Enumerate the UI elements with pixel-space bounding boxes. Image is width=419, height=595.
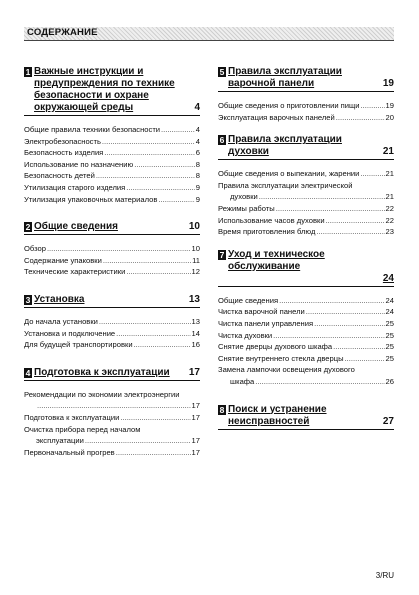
section-number-badge: 3 [25, 294, 31, 305]
toc-entry-page: 16 [191, 340, 200, 350]
dot-leader [276, 203, 385, 215]
dot-leader [279, 295, 384, 307]
toc-entry-link[interactable] [218, 341, 394, 353]
dot-leader [104, 147, 194, 159]
toc-entry-text: Содержание упаковки [24, 255, 102, 265]
toc-entry-link[interactable] [24, 194, 200, 206]
section-page-number: 13 [188, 293, 200, 305]
toc-entry-text: Использование по назначению [24, 159, 134, 169]
toc-entry-text: Электробезопасность [24, 136, 101, 146]
toc-entry-link[interactable] [24, 328, 200, 340]
toc-entry-link[interactable] [218, 226, 394, 238]
section-heading-text: Поиск и устранение неисправностей [228, 403, 327, 427]
toc-right-column [218, 66, 394, 430]
toc-entry-list [24, 389, 200, 459]
section-heading-link[interactable] [218, 404, 394, 428]
toc-entry-continuation [218, 191, 394, 203]
toc-entry-list [218, 295, 394, 388]
section-underline [24, 115, 200, 116]
toc-entry-link[interactable] [218, 180, 394, 203]
toc-entry-page: 8 [195, 159, 200, 169]
dot-leader [345, 353, 385, 365]
toc-entry-page: 10 [191, 244, 200, 254]
section-underline [218, 429, 394, 430]
dot-leader [259, 191, 385, 203]
toc-entry-text: Обзор [24, 244, 46, 254]
section-page-number: 17 [188, 366, 200, 378]
toc-section [24, 221, 200, 278]
toc-entry-page: 6 [195, 148, 200, 158]
toc-entry-page: 17 [191, 436, 200, 446]
section-number-badge: 5 [219, 67, 225, 77]
dot-leader [134, 339, 191, 351]
toc-entry-text: Эксплуатация варочных панелей [218, 112, 335, 122]
dot-leader [326, 215, 385, 227]
section-heading-link[interactable] [24, 221, 200, 233]
toc-entry-link[interactable] [24, 389, 200, 412]
dot-leader [158, 194, 194, 206]
dot-leader [361, 100, 385, 112]
toc-section [218, 66, 394, 123]
toc-entry-link[interactable] [218, 100, 394, 112]
section-number-badge: 1 [25, 67, 31, 77]
toc-entry-list [24, 243, 200, 278]
dot-leader [103, 255, 191, 267]
toc-entry-link[interactable] [24, 147, 200, 159]
toc-left-column [24, 66, 200, 458]
section-page-number: 4 [194, 102, 200, 113]
section-number-badge: 2 [25, 222, 31, 233]
contents-title: СОДЕРЖАНИЕ [27, 27, 98, 38]
toc-entry-page: 14 [191, 328, 200, 338]
toc-entry-link[interactable] [24, 170, 200, 182]
toc-entry-text: Безопасность детей [24, 171, 95, 181]
toc-entry-text: Чистка духовки [218, 330, 273, 340]
toc-entry-page: 13 [191, 316, 200, 326]
toc-entry-page: 21 [385, 169, 394, 179]
toc-entry-page: 24 [385, 307, 394, 317]
dot-leader [360, 168, 384, 180]
toc-section [24, 294, 200, 351]
toc-entry-link[interactable] [24, 266, 200, 278]
toc-entry-link[interactable] [218, 318, 394, 330]
toc-entry-text: Режимы работы [218, 203, 275, 213]
toc-entry-link[interactable] [24, 447, 200, 459]
toc-entry-link[interactable] [24, 124, 200, 136]
toc-entry-link[interactable] [218, 112, 394, 124]
section-page-number: 21 [382, 146, 394, 158]
section-page-number: 19 [382, 78, 394, 89]
toc-entry-list [218, 168, 394, 238]
section-heading-text: Общие сведения [34, 221, 118, 233]
section-number-badge: 4 [25, 367, 31, 378]
toc-entry-text: эксплуатации [36, 436, 84, 446]
dot-leader [134, 159, 195, 171]
toc-entry-link[interactable] [218, 364, 394, 387]
toc-entry-link[interactable] [218, 353, 394, 365]
toc-entry-link[interactable] [24, 136, 200, 148]
toc-entry-text: Снятие дверцы духового шкафа [218, 342, 333, 352]
dot-leader [333, 341, 384, 353]
section-heading-link[interactable] [24, 294, 200, 306]
toc-entry-list [24, 124, 200, 205]
toc-entry-text: Общие сведения о выпекании, жарении [218, 169, 360, 179]
section-underline [24, 234, 200, 235]
toc-entry-page: 25 [385, 342, 394, 352]
toc-entry-link[interactable] [218, 168, 394, 180]
toc-entry-link[interactable] [24, 255, 200, 267]
toc-entry-text: Общие сведения о приготовлении пищи [218, 101, 360, 110]
section-heading-text: Правила эксплуатации варочной панели [228, 66, 342, 89]
toc-section [24, 66, 200, 205]
toc-entry-page: 25 [385, 318, 394, 328]
toc-entry-page: 4 [195, 136, 200, 146]
dot-leader [126, 266, 190, 278]
dot-leader [255, 376, 384, 388]
section-underline [24, 307, 200, 308]
dot-leader [102, 136, 195, 148]
toc-entry-text: Установка и подключение [24, 328, 116, 338]
toc-entry-text: Чистка варочной панели [218, 307, 305, 317]
toc-entry-link[interactable] [218, 203, 394, 215]
toc-entry-link[interactable] [24, 243, 200, 255]
toc-entry-page: 21 [385, 192, 394, 202]
section-heading-text: Важные инструкции и предупреждения по технике безопасности и охране окружающей среды [34, 66, 175, 113]
toc-entry-link[interactable] [24, 412, 200, 424]
toc-entry-page: 11 [192, 255, 200, 265]
toc-section [218, 404, 394, 430]
toc-entry-list [24, 316, 200, 351]
toc-entry-page: 9 [195, 194, 200, 204]
toc-entry-text: До начала установки [24, 316, 98, 326]
toc-entry-page: 25 [385, 353, 394, 363]
section-underline [218, 159, 394, 160]
dot-leader [116, 328, 190, 340]
section-number-badge: 7 [219, 249, 225, 260]
section-heading-text: Правила эксплуатации духовки [228, 134, 342, 158]
toc-entry-link[interactable] [218, 306, 394, 318]
section-number-badge: 8 [219, 404, 225, 415]
toc-entry-link[interactable] [24, 182, 200, 194]
section-heading-link[interactable] [218, 134, 394, 158]
dot-leader [316, 226, 384, 238]
section-page-number: 24 [382, 272, 394, 284]
toc-entry-text: Подготовка к эксплуатации [24, 412, 120, 422]
section-underline [218, 286, 394, 287]
toc-entry-page: 22 [385, 215, 394, 225]
toc-entry-text: шкафа [230, 376, 255, 386]
toc-entry-link[interactable] [24, 159, 200, 171]
dot-leader [96, 170, 195, 182]
toc-entry-continuation [24, 435, 200, 447]
section-heading-link[interactable] [24, 66, 200, 114]
dot-leader [336, 112, 385, 124]
toc-entry-text: Первоначальный прогрев [24, 447, 115, 457]
section-heading-link[interactable] [218, 249, 394, 285]
toc-entry-link[interactable] [218, 330, 394, 342]
toc-entry-page: 4 [195, 125, 200, 134]
dot-leader [314, 318, 384, 330]
toc-entry-text: Правила эксплуатации электрической [218, 180, 353, 190]
toc-entry-text: Рекомендации по экономии электроэнергии [24, 389, 180, 399]
toc-entry-link[interactable] [24, 316, 200, 328]
toc-entry-text: Использование часов духовки [218, 215, 325, 225]
toc-entry-text: Технические характеристики [24, 267, 126, 277]
toc-entry-page: 17 [191, 412, 200, 422]
toc-entry-text: Снятие внутреннего стекла дверцы [218, 353, 344, 363]
dot-leader [306, 306, 385, 318]
dot-leader [126, 182, 194, 194]
toc-entry-text: Замена лампочки освещения духового [218, 365, 355, 375]
toc-entry-link[interactable] [218, 295, 394, 307]
section-heading-text: Уход и техническое обслуживание [228, 248, 325, 272]
section-underline [218, 91, 394, 92]
toc-entry-text: Утилизация упаковочных материалов [24, 194, 158, 204]
toc-entry-link[interactable] [218, 215, 394, 227]
toc-entry-text: духовки [230, 192, 258, 202]
toc-entry-continuation [218, 376, 394, 388]
toc-entry-page: 12 [191, 267, 200, 277]
page-number: 3/RU [375, 571, 394, 580]
contents-header-bar [24, 27, 394, 41]
toc-entry-page: 19 [385, 101, 394, 110]
toc-entry-text: Общие правила техники безопасности [24, 125, 161, 134]
toc-entry-page: 25 [385, 330, 394, 340]
dot-leader [37, 400, 191, 412]
toc-entry-link[interactable] [24, 339, 200, 351]
dot-leader [161, 124, 195, 136]
toc-entry-page: 20 [385, 112, 394, 122]
section-heading-link[interactable] [218, 66, 394, 90]
toc-entry-continuation [24, 400, 200, 412]
dot-leader [116, 447, 191, 459]
section-heading-text: Установка [34, 293, 85, 305]
toc-section [218, 134, 394, 238]
toc-entry-list [218, 100, 394, 123]
toc-section [218, 249, 394, 388]
toc-entry-page: 22 [385, 203, 394, 213]
toc-entry-page: 24 [385, 295, 394, 305]
section-heading-link[interactable] [24, 367, 200, 379]
toc-entry-text: Безопасность изделия [24, 148, 104, 158]
toc-entry-text: Чистка панели управления [218, 318, 314, 328]
section-underline [24, 380, 200, 381]
toc-entry-text: Для будущей транспортировки [24, 340, 133, 350]
toc-entry-page: 8 [195, 171, 200, 181]
toc-entry-text: Общие сведения [218, 295, 279, 305]
toc-entry-text: Очистка прибора перед началом [24, 424, 141, 434]
dot-leader [273, 330, 384, 342]
toc-section [24, 367, 200, 459]
dot-leader [99, 316, 191, 328]
toc-entry-page: 17 [191, 401, 200, 411]
toc-entry-text: Время приготовления блюд [218, 227, 316, 237]
section-number-badge: 6 [219, 135, 225, 146]
section-page-number: 27 [382, 415, 394, 427]
section-heading-text: Подготовка к эксплуатации [34, 366, 170, 378]
dot-leader [85, 435, 191, 447]
toc-entry-text: Утилизация старого изделия [24, 182, 126, 192]
toc-entry-page: 9 [195, 182, 200, 192]
section-page-number: 10 [188, 221, 200, 233]
toc-entry-page: 26 [385, 376, 394, 386]
toc-entry-page: 23 [385, 227, 394, 237]
dot-leader [47, 243, 191, 255]
toc-entry-link[interactable] [24, 424, 200, 447]
dot-leader [120, 412, 190, 424]
toc-entry-page: 17 [191, 447, 200, 457]
